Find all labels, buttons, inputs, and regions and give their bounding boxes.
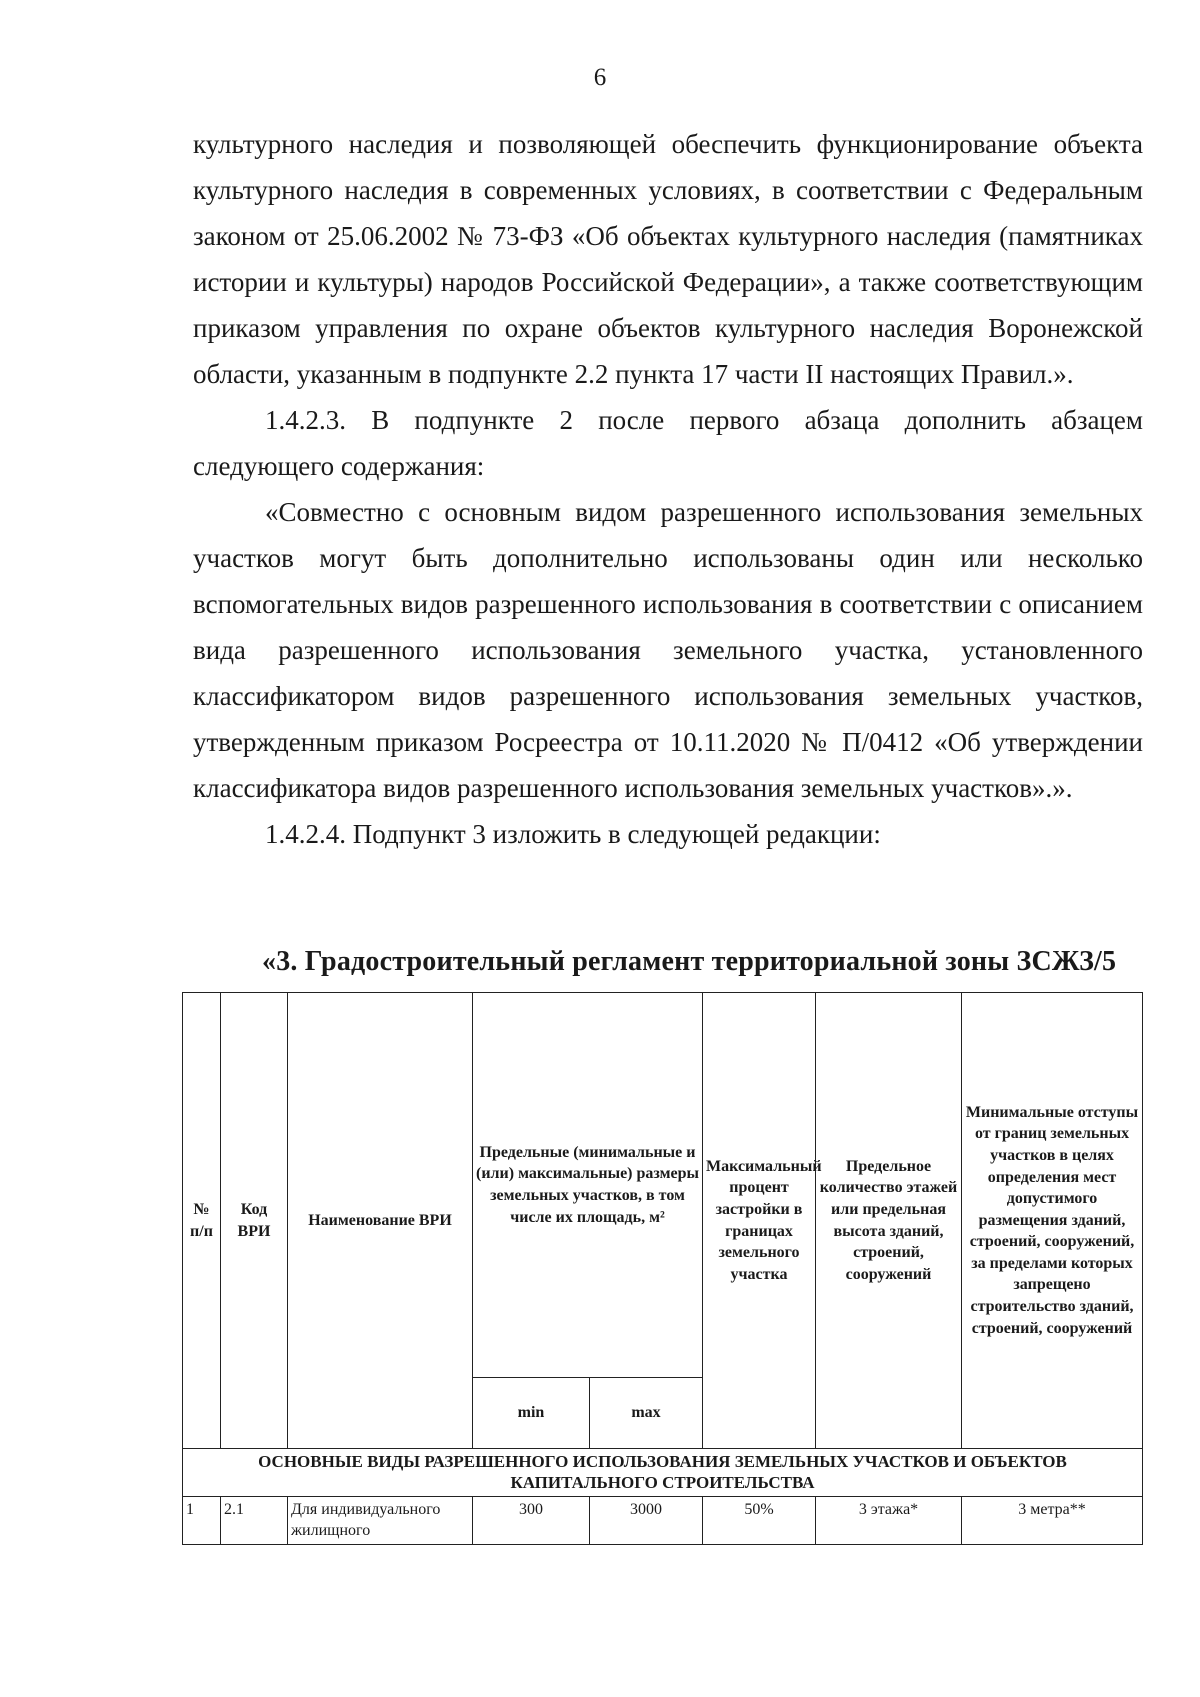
page-number: 6 [593,64,607,91]
cell-max: 3000 [590,1496,703,1544]
cell-code: 2.1 [221,1496,288,1544]
table-section-row [183,1449,1143,1497]
header-percent: Максимальный процент застройки в границах земельного участка [703,993,816,1449]
main-text [193,121,1143,857]
section-heading: «3. Градостроительный регламент территориальной зоны ЗСЖЗ/5 [262,946,1117,977]
cell-min: 300 [473,1496,590,1544]
header-num: № п/п [183,993,221,1449]
header-name: Наименование ВРИ [288,993,473,1449]
cell-name: Для индивидуального жилищного [288,1496,473,1544]
paragraph-amendment-1-4-2-4: 1.4.2.4. Подпункт 3 изложить в следующей редакции: [265,819,881,849]
header-setbacks: Минимальные отступы от границ земельных участков в целях определения мест допустимого размещения зданий, строений, сооружений, за пределами которых запрещено строительство зданий, строений, сооружений [962,993,1143,1449]
header-min: min [473,1378,590,1449]
paragraph-amendment-1-4-2-3: 1.4.2.3. В подпункте 2 после первого абзаца дополнить абзацем следующего содержания: [193,405,1143,481]
paragraph-quoted-insert: «Совместно с основным видом разрешенного использования земельных участков могут быть дополнительно использованы один или несколько вспомогательных видов разрешенного использования в соответствии с описанием вида разрешенного использования земельного участка, установленного классификатором видов разрешенного использования земельных участков, утвержденным приказом Росреестра от 10.11.2020 № П/0412 «Об утверждении классификатора видов разрешенного использования земельных участков».». [193,497,1143,803]
paragraph-continuation: культурного наследия и позволяющей обеспечить функционирование объекта культурного наследия в современных условиях, в соответствии с Федеральным законом от 25.06.2002 № 73-ФЗ «Об объектах культурного наследия (памятниках истории и культуры) народов Российской Федерации», а также соответствующим приказом управления по охране объектов культурного наследия Воронежской области, указанным в подпункте 2.2 пункта 17 части II настоящих Правил.». [193,129,1143,389]
regulation-table [182,992,1143,1545]
cell-num: 1 [183,1496,221,1544]
cell-floors: 3 этажа* [816,1496,962,1544]
cell-percent: 50% [703,1496,816,1544]
table-row [183,1496,1143,1544]
header-size: Предельные (минимальные и (или) максимальные) размеры земельных участков, в том числе их площадь, м² [473,993,703,1378]
cell-setbacks: 3 метра** [962,1496,1143,1544]
header-code: Код ВРИ [221,993,288,1449]
section-title: ОСНОВНЫЕ ВИДЫ РАЗРЕШЕННОГО ИСПОЛЬЗОВАНИЯ ЗЕМЕЛЬНЫХ УЧАСТКОВ И ОБЪЕКТОВ КАПИТАЛЬНОГО СТРОИТЕЛЬСТВА [183,1449,1143,1497]
header-floors: Предельное количество этажей или предельная высота зданий, строений, сооружений [816,993,962,1449]
table-header-row [183,993,1143,1378]
header-max: max [590,1378,703,1449]
